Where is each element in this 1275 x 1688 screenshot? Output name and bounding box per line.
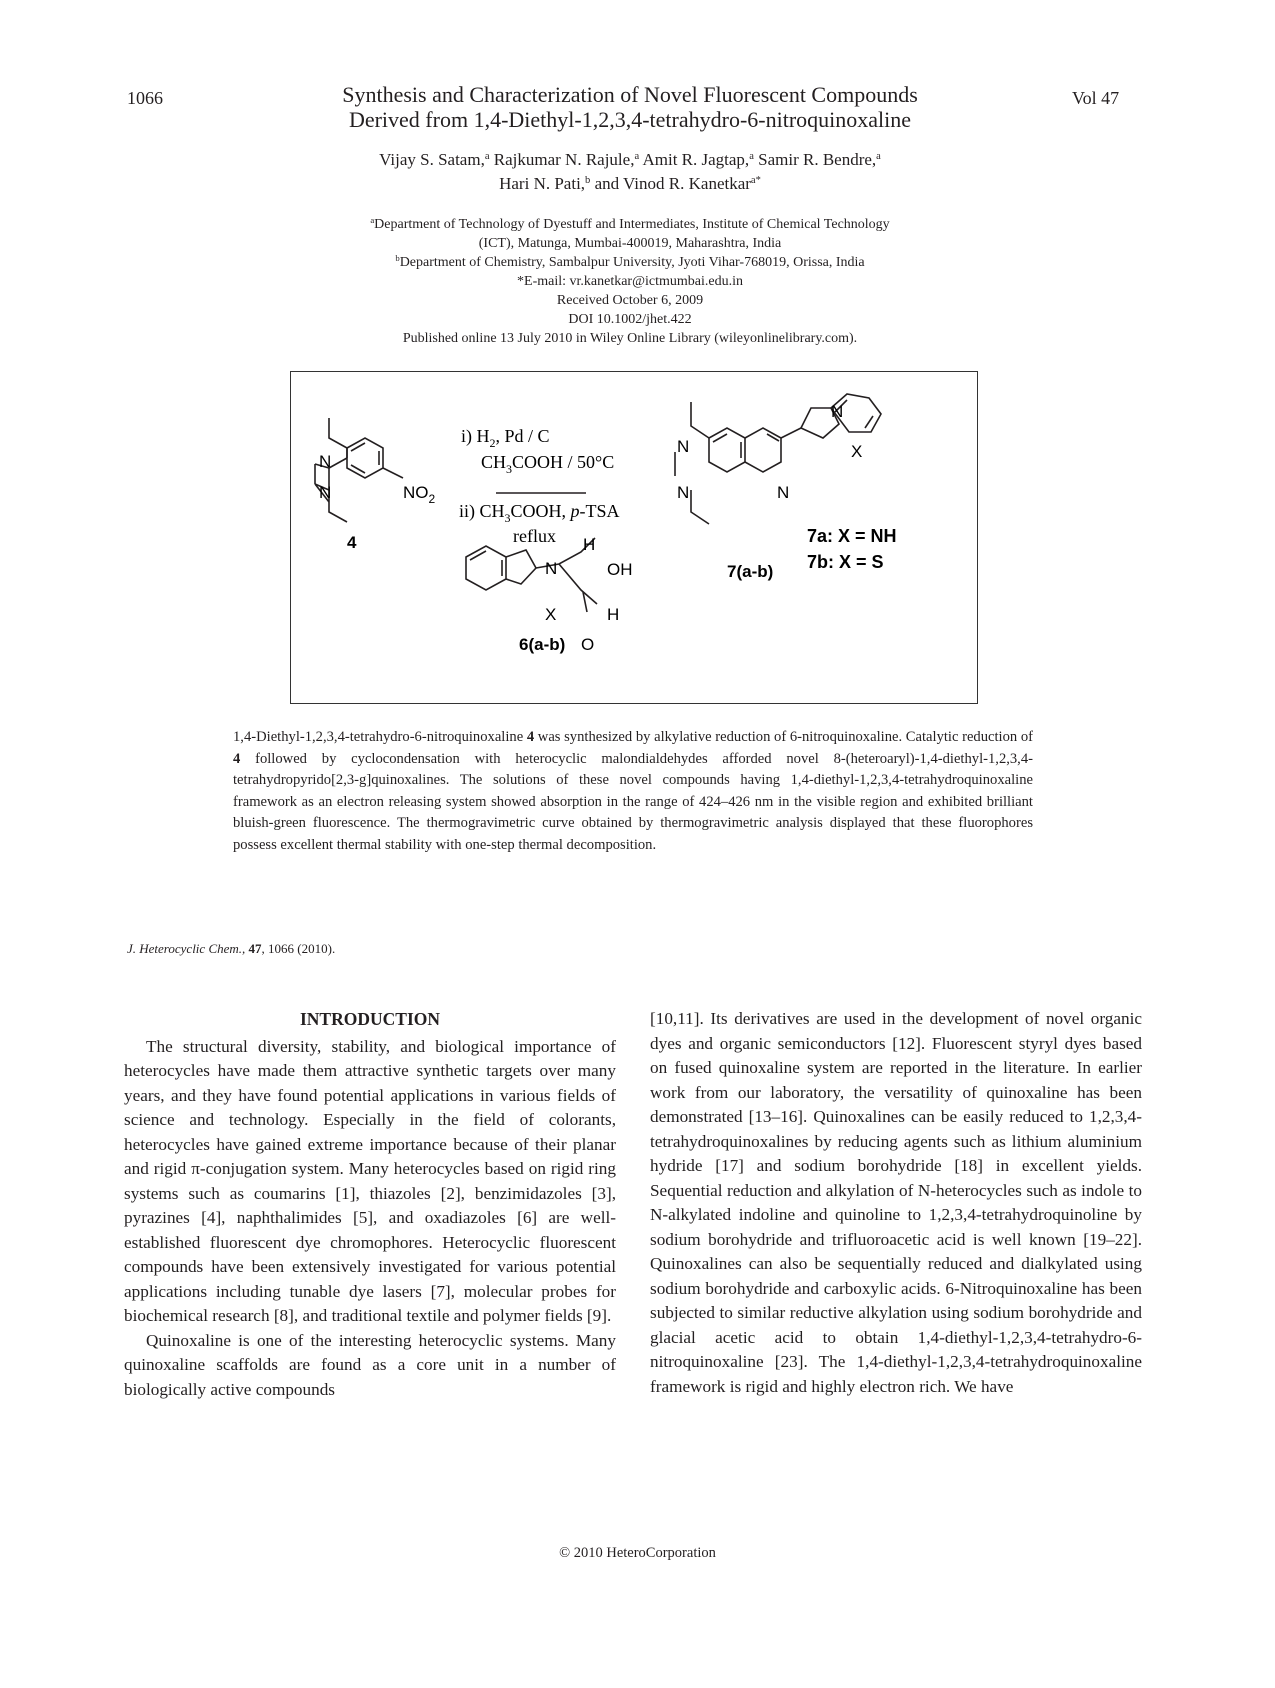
page-number: 1066 xyxy=(127,88,163,108)
condition-1: i) $H_2$, Pd / C xyxy=(461,426,550,450)
atom-label: N xyxy=(677,483,690,502)
copyright-footer: © 2010 HeteroCorporation xyxy=(559,1545,716,1561)
title-line-2: Derived from 1,4-Diethyl-1,2,3,4-tetrahydro-6-nitroquinoxaline xyxy=(348,107,912,132)
atom-label: N xyxy=(319,452,332,471)
author-line-1 xyxy=(260,148,1000,172)
journal-volume: 47 xyxy=(248,941,262,956)
compound-6-label: 6(a-b) xyxy=(519,635,566,654)
atom-label: N xyxy=(319,483,332,502)
author-name: Rajkumar N. Rajule, xyxy=(493,150,635,169)
atom-label: N xyxy=(677,437,690,456)
atom-label: OH xyxy=(607,560,633,579)
received-date: Received October 6, 2009 xyxy=(556,293,704,308)
condition-2: $CH_3COOH / 50^\circ C$ xyxy=(481,452,615,476)
abstract xyxy=(233,727,1033,857)
reaction-scheme xyxy=(290,371,978,704)
author-name: Amit R. Jagtap, xyxy=(642,150,750,169)
compound-4-label: 4 xyxy=(347,533,357,552)
condition-4: reflux xyxy=(513,526,556,546)
author-name: Samir R. Bendre, xyxy=(758,150,877,169)
citation-rest: , 1066 (2010). xyxy=(261,941,336,956)
compound-ref: 4 xyxy=(233,750,241,767)
affiliation-text: Department of Chemistry, Sambalpur University, Jyoti Vihar-768019, Orissa, India xyxy=(399,255,865,270)
article-title xyxy=(260,82,1000,132)
email: *E-mail: vr.kanetkar@ictmumbai.edu.in xyxy=(517,274,743,289)
condition-3: ii) $CH_3COOH$, p-TSA xyxy=(459,501,620,525)
affil-mark: a xyxy=(370,215,375,226)
author-line-2 xyxy=(260,172,1000,196)
affil-mark: b xyxy=(395,253,400,264)
paragraph: The structural diversity, stability, and biological importance of heterocycles have made them attractive synthetic targets over many years, and they have found potential applications in various fields of science and technology. Especially in the field of colorants, heterocycles have gained extreme importance because of their planar and rigid π-conjugation system. Many heterocycles based on rigid ring systems such as coumarins [1], thiazoles [2], benzimidazoles [3], pyrazines [4], naphthalimides [5], and oxadiazoles [6] are well-established fluorescent dye chromophores. Heterocyclic fluorescent compounds have been extensively investigated for various potential applications including tunable dye lasers [7], molecular probes for biochemical research [8], and traditional textile and polymer fields [9]. xyxy=(124,1036,616,1325)
section-heading: INTRODUCTION xyxy=(299,1009,441,1029)
published-online: Published online 13 July 2010 in Wiley Online Library (wileyonlinelibrary.com). xyxy=(402,331,858,346)
affiliation-a-line-2: (ICT), Matunga, Mumbai-400019, Maharashtra, India xyxy=(478,236,782,251)
author-name: Vijay S. Satam, xyxy=(379,150,485,169)
reaction-scheme-drawing xyxy=(291,372,979,705)
author-affil-mark: a xyxy=(876,151,881,163)
author-list xyxy=(260,148,1000,196)
atom-label: O xyxy=(581,635,595,654)
compound-ref: 4 xyxy=(526,729,535,745)
atom-label: H xyxy=(607,605,620,624)
affiliation-text: Department of Technology of Dyestuff and Intermediates, Institute of Chemical Technology xyxy=(374,217,890,232)
paragraph: Quinoxaline is one of the interesting heterocyclic systems. Many quinoxaline scaffolds are found as a core unit in a number of biologically active compounds xyxy=(124,1330,616,1399)
author-affil-mark: a* xyxy=(750,175,761,187)
atom-label: N xyxy=(777,483,790,502)
author-name: Hari N. Pati, xyxy=(499,174,586,193)
doi: DOI 10.1002/jhet.422 xyxy=(568,312,692,327)
abstract-text: was synthesized by alkylative reduction of 6-nitroquinoxaline. Catalytic reduction of xyxy=(534,729,1034,745)
author-affil-mark: a xyxy=(484,151,490,163)
journal-name: J. Heterocyclic Chem., xyxy=(127,941,246,956)
author-affil-mark: a xyxy=(749,151,754,163)
atom-label: N xyxy=(831,402,844,421)
body-column-left xyxy=(124,1007,616,1402)
atom-label: H xyxy=(583,535,596,554)
author-name: and Vinod R. Kanetkar xyxy=(594,174,751,193)
affiliation-b xyxy=(260,253,1000,272)
abstract-text: 1,4-Diethyl-1,2,3,4-tetrahydro-6-nitroquinoxaline xyxy=(233,729,527,745)
atom-label: N xyxy=(545,559,558,578)
author-affil-mark: a xyxy=(634,151,640,163)
atom-label: X xyxy=(545,605,557,624)
nitro-label: $NO_2$ xyxy=(403,483,436,506)
compound-7a-label: 7a: X = NH xyxy=(807,526,897,546)
body-column-right xyxy=(650,1007,1142,1399)
paragraph: [10,11]. Its derivatives are used in the development of novel organic dyes and organic semiconductors [12]. Fluorescent styryl dyes based on fused quinoxaline system are reported in the literature. In earlier work from our laboratory, the versatility of quinoxaline has been demonstrated [13–16]. Quinoxalines can be easily reduced to 1,2,3,4-tetrahydroquinoxalines by reducing agents such as lithium aluminium hydride [17] and sodium borohydride [18] in excellent yields. Sequential reduction and alkylation of N-heterocycles such as indole to N-alkylated indoline and quinoline to 1,2,3,4-tetrahydroquinoline by sodium borohydride and trifluoroacetic acid is well known [19–22]. Quinoxalines can also be sequentially reduced and dialkylated using sodium borohydride and carboxylic acids. 6-Nitroquinoxaline has been subjected to similar reductive alkylation using sodium borohydride and glacial acetic acid to obtain 1,4-diethyl-1,2,3,4-tetrahydro-6-nitroquinoxaline [23]. The 1,4-diethyl-1,2,3,4-tetrahydroquinoxaline framework is rigid and highly electron rich. We have xyxy=(650,1009,1142,1396)
affiliation-a-line-1 xyxy=(260,215,1000,234)
abstract-text: followed by cyclocondensation with heterocyclic malondialdehydes afforded novel 8-(heteroaryl)-1,4-diethyl-1,2,3,4-tetrahydropyrido[2,3-g]quinoxalines. The solutions of these novel compounds having 1,4-diethyl-1,2,3,4-tetrahydroquinoxaline framework as an electron releasing system showed absorption in the range of 424–426 nm in the visible region and exhibited brilliant bluish-green fluorescence. The thermogravimetric curve obtained by thermogravimetric analysis displayed that these fluorophores possess excellent thermal stability with one-step thermal decomposition. xyxy=(233,750,1033,853)
journal-citation xyxy=(127,941,335,957)
volume-label: Vol 47 xyxy=(1072,88,1120,108)
author-affil-mark: b xyxy=(585,175,591,187)
atom-label: X xyxy=(851,442,863,461)
affiliations xyxy=(260,215,1000,348)
compound-7-label: 7(a-b) xyxy=(727,562,774,581)
compound-7b-label: 7b: X = S xyxy=(807,552,884,572)
title-line-1: Synthesis and Characterization of Novel Fluorescent Compounds xyxy=(342,82,918,107)
